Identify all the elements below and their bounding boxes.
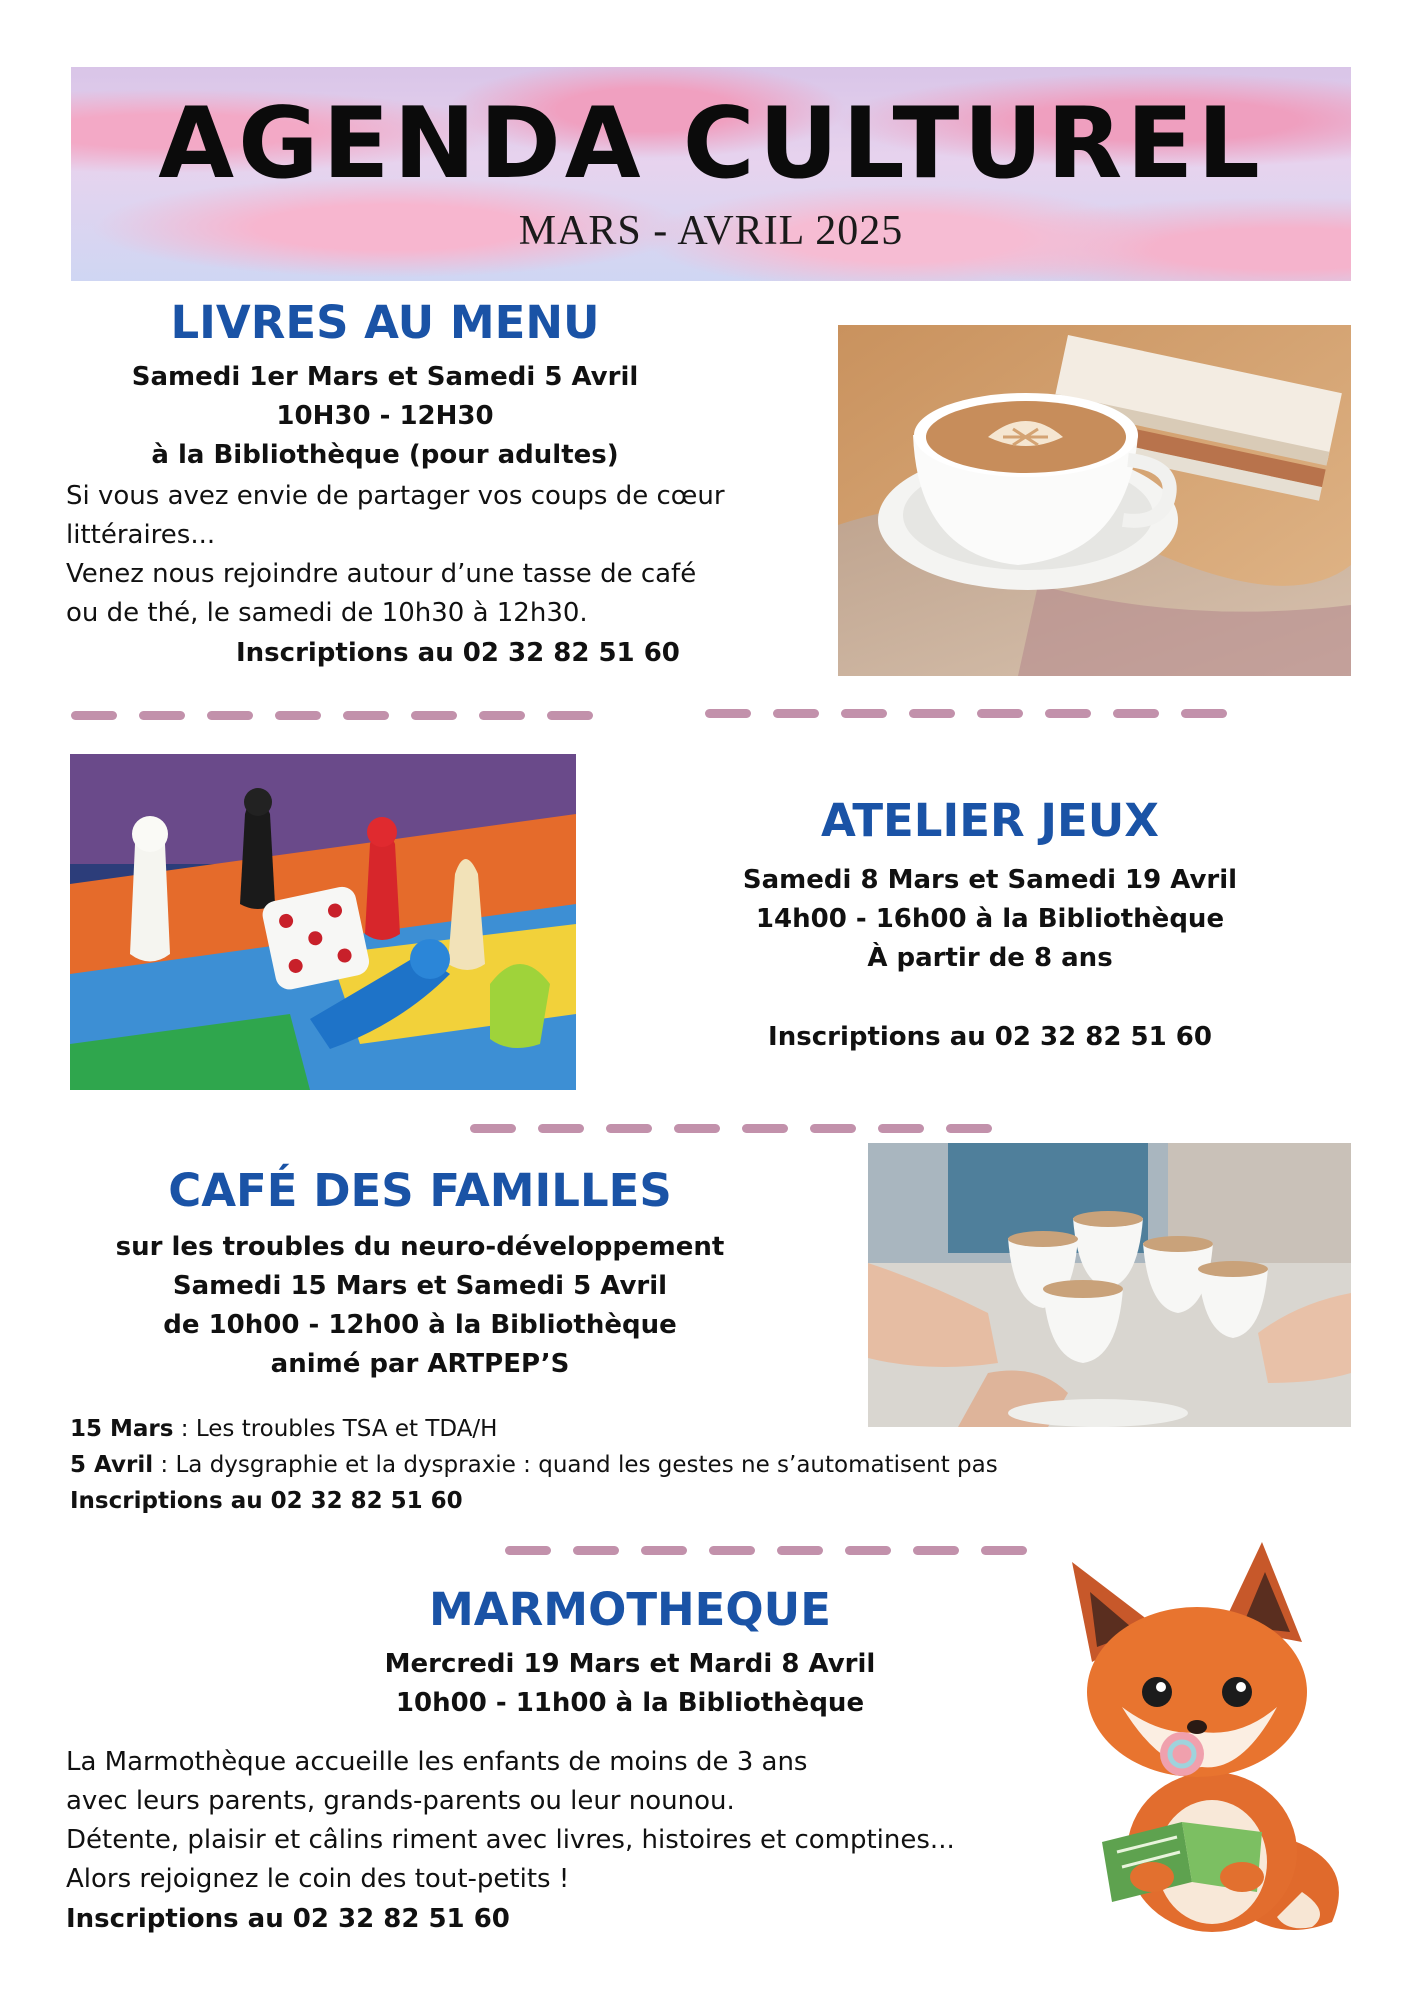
cafe-item-2-text: : La dysgraphie et la dyspraxie : quand les gestes ne s’automatisent pas [153,1452,998,1478]
page-title: AGENDA CULTUREL [158,87,1264,201]
livres-title: LIVRES AU MENU [170,296,600,349]
cafe-inscription: Inscriptions au 02 32 82 51 60 [70,1488,463,1514]
cafe-item-1-text: : Les troubles TSA et TDA/H [173,1416,498,1442]
cafe-item-2-date: 5 Avril [70,1452,154,1478]
marmo-title: MARMOTHEQUE [429,1583,831,1636]
jeux-dates: Samedi 8 Mars et Samedi 19 Avril [742,865,1238,895]
cafe-host: animé par ARTPEP’S [270,1349,570,1379]
header-banner [71,67,1351,281]
cafe-item-1 [70,1411,497,1447]
jeux-hours: 14h00 - 16h00 à la Bibliothèque [755,904,1225,934]
cafe-hours: de 10h00 - 12h00 à la Bibliothèque [163,1310,677,1340]
cafe-dates: Samedi 15 Mars et Samedi 5 Avril [172,1271,668,1301]
livres-place: à la Bibliothèque (pour adultes) [151,440,619,470]
marmo-inscription: Inscriptions au 02 32 82 51 60 [66,1904,510,1934]
livres-hours: 10H30 - 12H30 [276,401,494,431]
cafe-title: CAFÉ DES FAMILLES [168,1164,672,1217]
marmo-text-1: La Marmothèque accueille les enfants de moins de 3 ans [66,1747,808,1777]
cafe-topic: sur les troubles du neuro-développement [115,1232,725,1262]
divider-1b [705,709,1227,719]
page-subtitle: MARS - AVRIL 2025 [518,208,904,254]
jeux-inscription: Inscriptions au 02 32 82 51 60 [768,1022,1212,1052]
marmo-hours: 10h00 - 11h00 à la Bibliothèque [395,1688,865,1718]
livres-text-3: Venez nous rejoindre autour d’une tasse de café [66,559,697,589]
coffee-books-photo [838,325,1351,676]
marmo-text-3: Détente, plaisir et câlins riment avec livres, histoires et comptines... [66,1825,955,1855]
divider-2 [470,1124,992,1134]
marmo-text-2: avec leurs parents, grands-parents ou leur nounou. [66,1786,735,1816]
marmo-dates: Mercredi 19 Mars et Mardi 8 Avril [384,1649,876,1679]
livres-text-1: Si vous avez envie de partager vos coups de cœur [66,481,725,511]
cafe-item-1-date: 15 Mars [70,1416,174,1442]
marmo-text-4: Alors rejoignez le coin des tout-petits ! [66,1864,570,1894]
livres-text-4: ou de thé, le samedi de 10h30 à 12h30. [66,598,588,628]
cafe-item-2 [70,1447,998,1483]
jeux-age: À partir de 8 ans [867,943,1113,973]
livres-dates: Samedi 1er Mars et Samedi 5 Avril [131,362,639,392]
coffee-cups-toast-photo [868,1143,1351,1427]
divider-3 [505,1546,1027,1556]
divider-1a [71,711,593,721]
fox-reading-illustration [1062,1532,1362,1942]
jeux-title: ATELIER JEUX [821,794,1159,847]
livres-text-2: littéraires... [66,520,216,550]
livres-inscription: Inscriptions au 02 32 82 51 60 [236,638,680,668]
board-game-photo [70,754,576,1090]
